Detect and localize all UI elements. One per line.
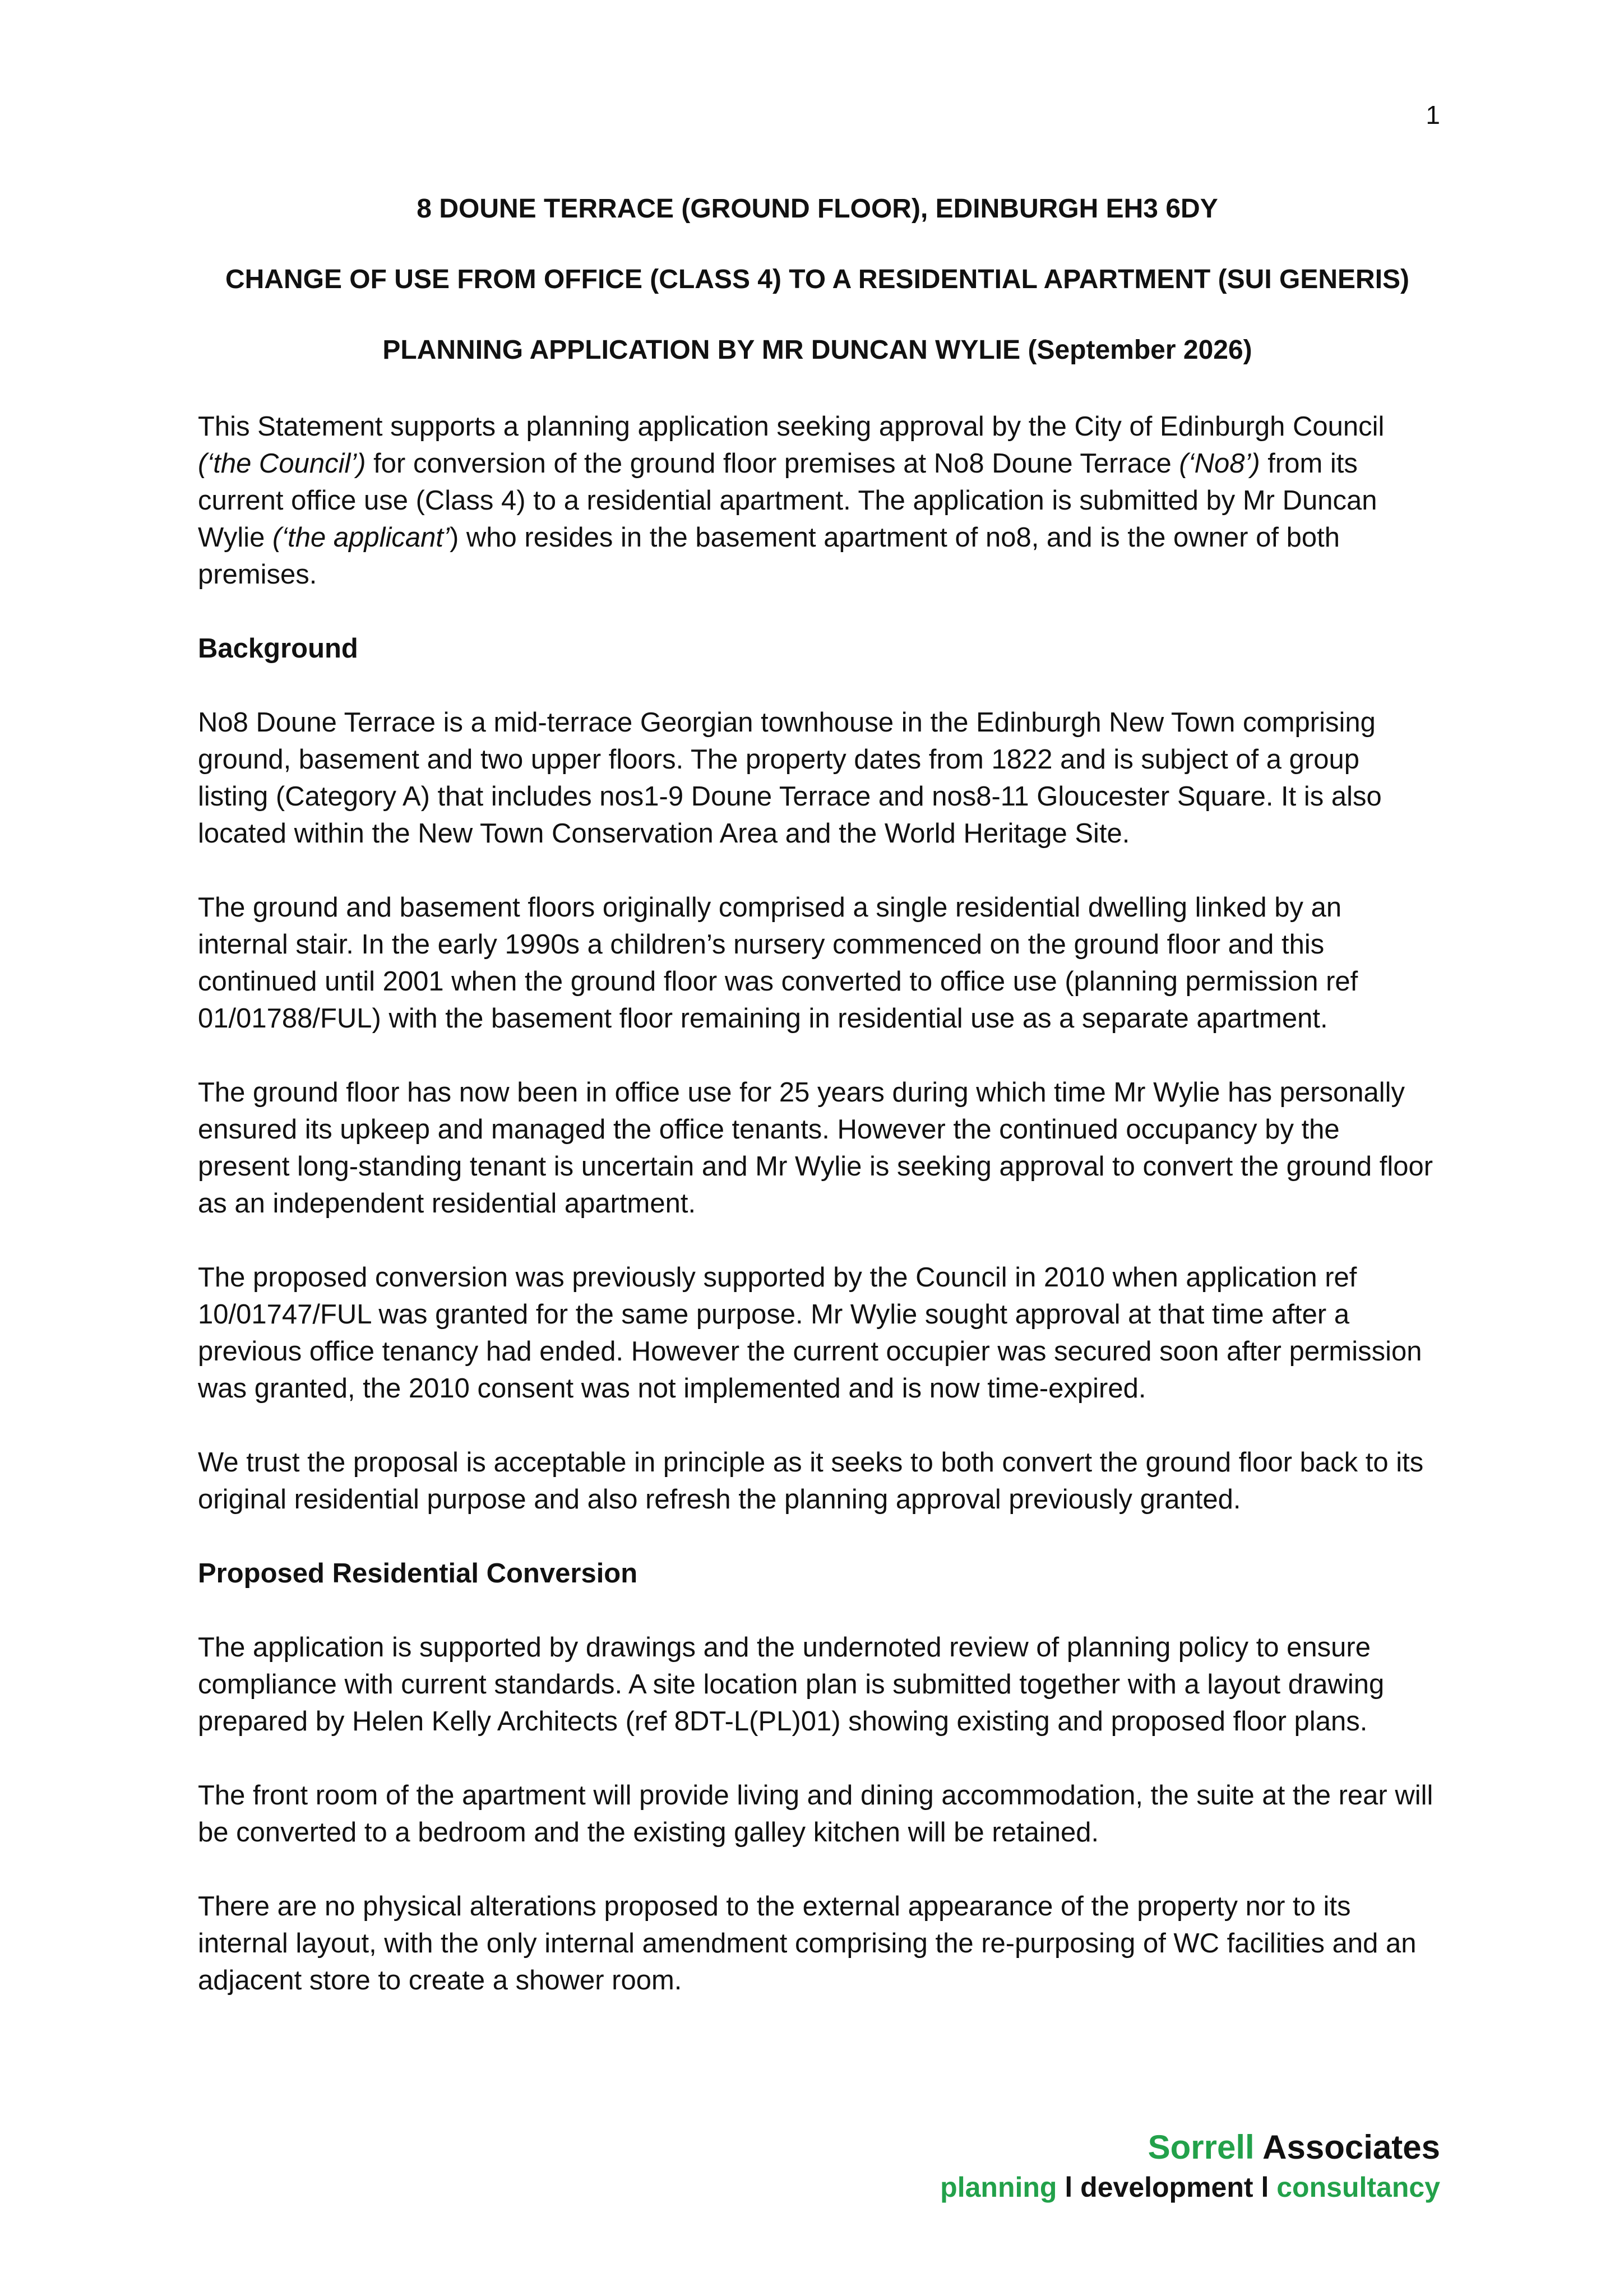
intro-italic-council: (‘the Council’) (198, 448, 366, 479)
heading-proposed-conversion: Proposed Residential Conversion (198, 1558, 638, 1589)
background-paragraph: No8 Doune Terrace is a mid-terrace Georgian townhouse in the Edinburgh New Town comprising ground, basement and two upper floors. The property dates from 1822 and is subject of a group listing (Category A) that includes nos1-9 Doune Terrace and nos8-11 Gloucester Square. It is also located within the New Town Conservation Area and the World Heritage Site. (198, 707, 1382, 849)
document-body (198, 191, 1437, 2036)
background-paragraph: We trust the proposal is acceptable in principle as it seeks to both convert the ground floor back to its original residential purpose and also refresh the planning approval previously granted. (198, 1447, 1424, 1515)
proposed-paragraph: There are no physical alterations proposed to the external appearance of the property nor to its internal layout, with the only internal amendment comprising the re-purposing of WC facilities and an adjacent store to create a shower room. (198, 1891, 1417, 1996)
page-number: 1 (1426, 100, 1440, 129)
company-logo-text (940, 2127, 1440, 2168)
background-paragraph: The ground and basement floors originally comprised a single residential dwelling linked by an internal stair. In the early 1990s a children’s nursery commenced on the ground floor and this continued until 2001 when the ground floor was converted to office use (planning permission ref 01/01788/FUL) with the basement floor remaining in residential use as a separate apartment. (198, 892, 1358, 1034)
tagline-planning: planning (940, 2172, 1057, 2203)
intro-text-3: from its current office use (Class 4) to a residential apartment. The application is submitted by Mr Duncan Wylie (198, 448, 1377, 553)
intro-italic-no8: (‘No8’) (1179, 448, 1260, 479)
proposed-paragraph: The front room of the apartment will provide living and dining accommodation, the suite at the rear will be converted to a bedroom and the existing galley kitchen will be retained. (198, 1780, 1433, 1848)
brand-associates: Associates (1254, 2128, 1440, 2166)
background-paragraph: The ground floor has now been in office use for 25 years during which time Mr Wylie has personally ensured its upkeep and managed the office tenants. However the continued occupancy by the present long-standing tenant is uncertain and Mr Wylie is seeking approval to convert the ground floor as an independent residential apartment. (198, 1077, 1433, 1219)
intro-text-2: for conversion of the ground floor premises at No8 Doune Terrace (365, 448, 1179, 479)
intro-text-1: This Statement supports a planning application seeking approval by the City of Edinburgh Council (198, 411, 1385, 442)
company-footer (940, 2127, 1440, 2207)
tagline-consultancy: consultancy (1276, 2172, 1440, 2203)
intro-paragraph (198, 408, 1437, 593)
title-application: PLANNING APPLICATION BY MR DUNCAN WYLIE (September 2026) (382, 335, 1252, 365)
background-paragraph: The proposed conversion was previously supported by the Council in 2010 when application ref 10/01747/FUL was granted for the same purpose. Mr Wylie sought approval at that time after a previous office tenancy had ended. However the current occupier was secured soon after permission was granted, the 2010 consent was not implemented and is now time-expired. (198, 1262, 1422, 1404)
tagline-development: development (1080, 2172, 1253, 2203)
tagline-separator: l (1057, 2172, 1081, 2203)
title-address: 8 DOUNE TERRACE (GROUND FLOOR), EDINBURGH EH3 6DY (417, 194, 1218, 224)
heading-background: Background (198, 633, 358, 664)
intro-italic-applicant: (‘the applicant’ (272, 522, 450, 553)
title-change-of-use: CHANGE OF USE FROM OFFICE (CLASS 4) TO A RESIDENTIAL APARTMENT (SUI GENERIS) (225, 265, 1410, 294)
proposed-paragraph: The application is supported by drawings and the undernoted review of planning policy to ensure compliance with current standards. A site location plan is submitted together with a layout drawing prepared by Helen Kelly Architects (ref 8DT-L(PL)01) showing existing and proposed floor plans. (198, 1632, 1385, 1737)
intro-text-4: ) who resides in the basement apartment of no8, and is the owner of both premises. (198, 522, 1340, 590)
brand-sorrell: Sorrell (1148, 2128, 1255, 2166)
company-tagline (940, 2168, 1440, 2207)
tagline-separator: l (1253, 2172, 1277, 2203)
